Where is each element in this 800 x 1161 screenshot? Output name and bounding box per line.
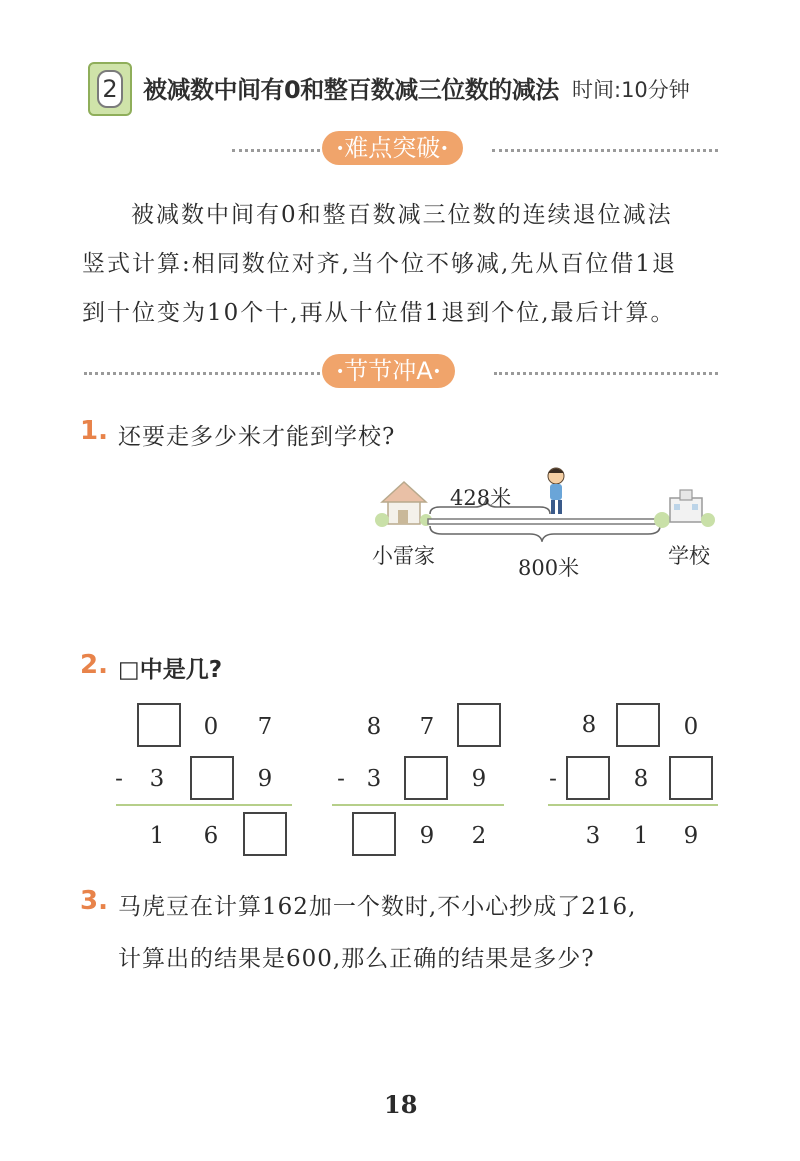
answer-box[interactable] <box>669 756 713 800</box>
section-tag-label: 难点突破 <box>344 134 441 162</box>
end-label: 学校 <box>668 544 710 568</box>
section-tag-difficulty: •难点突破• <box>322 131 463 165</box>
digit: 7 <box>419 714 435 740</box>
answer-box[interactable] <box>404 756 448 800</box>
sum-line <box>332 804 504 806</box>
question-text-line-2: 计算出的结果是600,那么正确的结果是多少? <box>118 946 595 972</box>
question-number: 3. <box>80 886 108 916</box>
house-icon <box>375 482 432 527</box>
minus-sign: - <box>337 766 345 792</box>
explanation-line-2: 竖式计算:相同数位对齐,当个位不够减,先从百位借1退 <box>82 251 678 277</box>
digit: 7 <box>257 714 273 740</box>
digit: 2 <box>471 823 487 849</box>
lesson-time: 时间:10分钟 <box>572 78 690 102</box>
boy-icon <box>548 468 564 514</box>
school-icon <box>654 490 715 528</box>
digit: 8 <box>581 712 597 738</box>
digit: 9 <box>257 766 273 792</box>
digit: 8 <box>366 714 382 740</box>
explanation-line-1: 被减数中间有0和整百数减三位数的连续退位减法 <box>131 202 673 228</box>
total-brace <box>430 526 660 541</box>
road-line <box>428 519 660 524</box>
digit: 8 <box>633 766 649 792</box>
question-number: 1. <box>80 416 108 446</box>
lesson-title: 被减数中间有0和整百数减三位数的减法 <box>143 76 559 104</box>
lesson-number: 2 <box>97 70 123 108</box>
digit: 0 <box>203 714 219 740</box>
question-text-line-1: 马虎豆在计算162加一个数时,不小心抄成了216, <box>118 894 637 920</box>
total-distance-label: 800米 <box>518 556 580 580</box>
distance-diagram <box>370 462 730 542</box>
box-glyph: □ <box>118 657 140 683</box>
sum-line <box>548 804 718 806</box>
page-number: 18 <box>384 1090 418 1119</box>
divider-dots-left <box>84 372 320 375</box>
digit: 9 <box>683 823 699 849</box>
answer-box[interactable] <box>457 703 501 747</box>
question-text <box>118 651 222 684</box>
divider-dots-right <box>494 372 718 375</box>
digit: 9 <box>419 823 435 849</box>
minus-sign: - <box>549 766 557 792</box>
minus-sign: - <box>115 766 123 792</box>
start-label: 小雷家 <box>372 544 435 568</box>
digit: 3 <box>149 766 165 792</box>
answer-box[interactable] <box>566 756 610 800</box>
answer-box[interactable] <box>352 812 396 856</box>
digit: 3 <box>585 823 601 849</box>
divider-dots-left <box>232 149 320 152</box>
question-text-rest: 中是几? <box>139 657 223 683</box>
answer-box[interactable] <box>190 756 234 800</box>
walked-distance-label: 428米 <box>450 486 512 510</box>
answer-box[interactable] <box>616 703 660 747</box>
sum-line <box>116 804 292 806</box>
divider-dots-right <box>492 149 718 152</box>
digit: 9 <box>471 766 487 792</box>
digit: 1 <box>149 823 165 849</box>
explanation-line-3: 到十位变为10个十,再从十位借1退到个位,最后计算。 <box>82 300 676 326</box>
section-tag-practice: •节节冲A• <box>322 354 455 388</box>
digit: 3 <box>366 766 382 792</box>
digit: 1 <box>633 823 649 849</box>
answer-box[interactable] <box>243 812 287 856</box>
answer-box[interactable] <box>137 703 181 747</box>
section-tag-label: 节节冲A <box>344 357 433 385</box>
question-text: 还要走多少米才能到学校? <box>118 424 396 450</box>
digit: 0 <box>683 714 699 740</box>
question-number: 2. <box>80 650 108 680</box>
digit: 6 <box>203 823 219 849</box>
lesson-badge <box>88 62 132 116</box>
